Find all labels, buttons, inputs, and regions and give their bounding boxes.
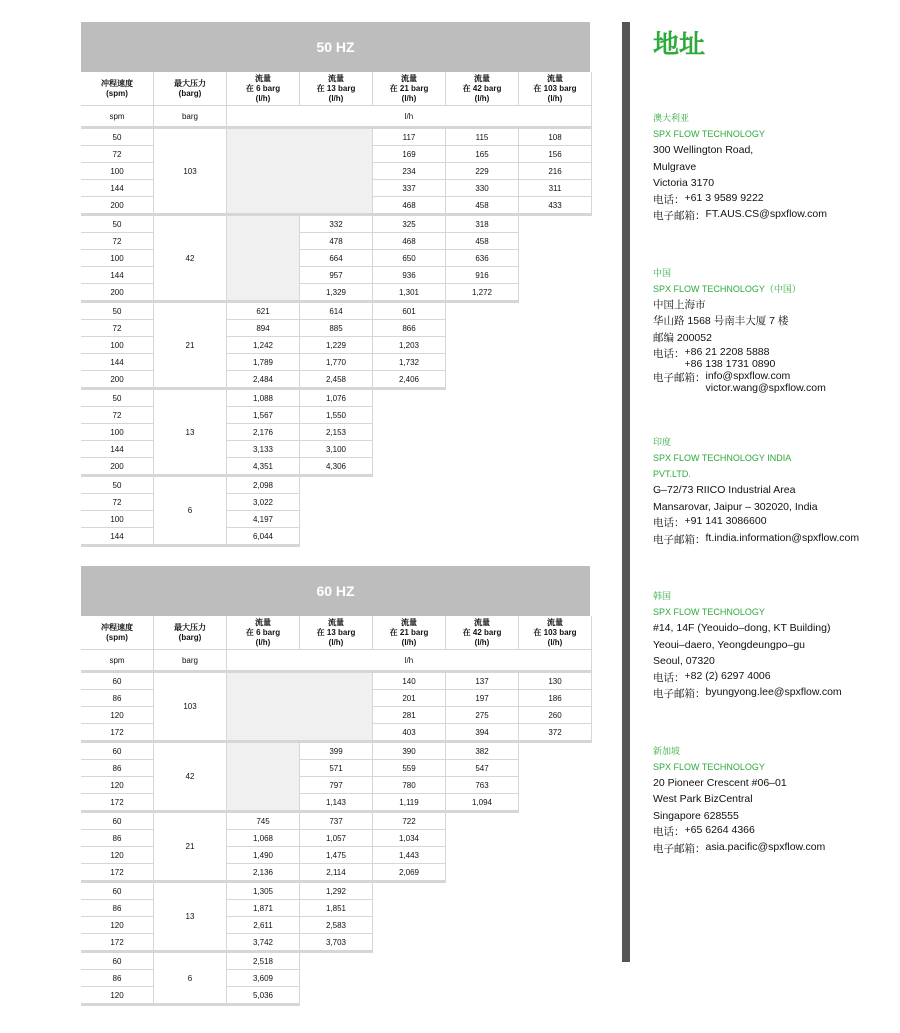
contact-label: 电话： xyxy=(653,348,685,360)
flow-cell: 1,851 xyxy=(300,900,373,917)
flow-cell: 165 xyxy=(446,146,519,163)
column-header: 流量 在 13 barg (l/h) xyxy=(300,72,373,106)
office-address-line: West Park BizCentral xyxy=(653,793,753,805)
flow-table-50hz xyxy=(81,22,590,547)
email-address: victor.wang@spxflow.com xyxy=(705,382,826,394)
flow-cell: 6,044 xyxy=(227,528,300,547)
email-address: asia.pacific@spxflow.com xyxy=(705,840,826,853)
unit-cell: l/h xyxy=(227,106,592,129)
stroke-rate-cell: 60 xyxy=(81,813,154,830)
stroke-rate-cell: 172 xyxy=(81,794,154,813)
flow-cell: 722 xyxy=(373,813,446,830)
max-pressure-cell: 6 xyxy=(154,477,227,547)
stroke-rate-cell: 120 xyxy=(81,777,154,794)
email-address: FT.AUS.CS@spxflow.com xyxy=(705,208,828,220)
phone-number: +86 138 1731 0890 xyxy=(684,358,776,370)
table-title: 50 HZ xyxy=(81,22,590,72)
office-contact xyxy=(653,208,893,225)
flow-cell: 2,583 xyxy=(300,917,373,934)
sidebar-title: 地址 xyxy=(653,29,706,59)
table-title: 60 HZ xyxy=(81,566,590,616)
stroke-rate-cell: 100 xyxy=(81,511,154,528)
office-address-line: G–72/73 RIICO Industrial Area xyxy=(653,484,796,496)
column-header: 冲程速度 (spm) xyxy=(81,72,154,106)
office-address-line: 邮编 200052 xyxy=(653,331,712,344)
flow-cell: 399 xyxy=(300,743,373,760)
flow-cell: 2,153 xyxy=(300,424,373,441)
stroke-rate-cell: 172 xyxy=(81,864,154,883)
stroke-rate-cell: 172 xyxy=(81,724,154,743)
stroke-rate-cell: 200 xyxy=(81,458,154,477)
contact-label: 电子邮箱： xyxy=(653,842,706,855)
office-contact xyxy=(653,370,893,394)
flow-cell: 478 xyxy=(300,233,373,250)
flow-cell: 201 xyxy=(373,690,446,707)
office-country: 韩国 xyxy=(653,591,672,601)
max-pressure-cell: 6 xyxy=(154,953,227,1006)
not-applicable-block xyxy=(227,743,300,813)
flow-cell: 780 xyxy=(373,777,446,794)
office-contact xyxy=(653,841,893,858)
flow-cell: 1,732 xyxy=(373,354,446,371)
flow-cell: 281 xyxy=(373,707,446,724)
flow-cell: 763 xyxy=(446,777,519,794)
flow-cell: 260 xyxy=(519,707,592,724)
email-address: byungyong.lee@spxflow.com xyxy=(705,686,842,698)
stroke-rate-cell: 120 xyxy=(81,847,154,864)
office-company: SPX FLOW TECHNOLOGY xyxy=(653,607,765,617)
flow-cell: 1,272 xyxy=(446,284,519,303)
stroke-rate-cell: 86 xyxy=(81,690,154,707)
contact-values xyxy=(706,370,826,394)
flow-cell: 5,036 xyxy=(227,987,300,1006)
flow-cell: 140 xyxy=(373,673,446,690)
office-block xyxy=(653,434,893,548)
column-header: 流量 在 21 barg (l/h) xyxy=(373,72,446,106)
flow-cell: 332 xyxy=(300,216,373,233)
stroke-rate-cell: 72 xyxy=(81,233,154,250)
column-header: 流量 在 21 barg (l/h) xyxy=(373,616,446,650)
max-pressure-cell: 13 xyxy=(154,390,227,477)
flow-cell: 1,871 xyxy=(227,900,300,917)
stroke-rate-cell: 50 xyxy=(81,216,154,233)
flow-cell: 234 xyxy=(373,163,446,180)
flow-cell: 650 xyxy=(373,250,446,267)
office-address-line: Victoria 3170 xyxy=(653,177,715,189)
unit-cell: l/h xyxy=(227,650,592,673)
flow-cell: 2,069 xyxy=(373,864,446,883)
flow-cell: 1,475 xyxy=(300,847,373,864)
max-pressure-cell: 42 xyxy=(154,743,227,813)
flow-cell: 458 xyxy=(446,233,519,250)
office-block xyxy=(653,110,893,225)
contact-label: 电子邮箱： xyxy=(653,533,706,546)
column-header: 最大压力 (barg) xyxy=(154,616,227,650)
flow-cell: 216 xyxy=(519,163,592,180)
flow-cell: 745 xyxy=(227,813,300,830)
office-company: SPX FLOW TECHNOLOGY（中国） xyxy=(653,283,801,294)
flow-cell: 2,114 xyxy=(300,864,373,883)
office-block xyxy=(653,588,893,703)
max-pressure-cell: 21 xyxy=(154,813,227,883)
flow-cell: 1,770 xyxy=(300,354,373,371)
stroke-rate-cell: 172 xyxy=(81,934,154,953)
flow-cell: 311 xyxy=(519,180,592,197)
stroke-rate-cell: 144 xyxy=(81,180,154,197)
contact-values xyxy=(685,346,776,370)
flow-cell: 1,229 xyxy=(300,337,373,354)
email-address: ft.india.information@spxflow.com xyxy=(705,531,860,544)
column-header: 流量 在 6 barg (l/h) xyxy=(227,616,300,650)
flow-cell: 275 xyxy=(446,707,519,724)
stroke-rate-cell: 100 xyxy=(81,337,154,354)
flow-cell: 3,133 xyxy=(227,441,300,458)
stroke-rate-cell: 144 xyxy=(81,267,154,284)
contact-values xyxy=(685,515,767,532)
email-address: info@spxflow.com xyxy=(705,370,791,382)
flow-cell: 372 xyxy=(519,724,592,743)
flow-cell: 1,119 xyxy=(373,794,446,813)
flow-cell: 1,789 xyxy=(227,354,300,371)
column-header: 流量 在 42 barg (l/h) xyxy=(446,616,519,650)
contact-values xyxy=(706,532,860,549)
flow-cell: 547 xyxy=(446,760,519,777)
column-header: 流量 在 103 barg (l/h) xyxy=(519,72,592,106)
stroke-rate-cell: 50 xyxy=(81,303,154,320)
stroke-rate-cell: 100 xyxy=(81,250,154,267)
office-block xyxy=(653,265,893,395)
stroke-rate-cell: 72 xyxy=(81,407,154,424)
contact-label: 电话： xyxy=(653,826,685,838)
flow-cell: 601 xyxy=(373,303,446,320)
column-header: 流量 在 6 barg (l/h) xyxy=(227,72,300,106)
unit-cell: barg xyxy=(154,106,227,129)
flow-cell: 737 xyxy=(300,813,373,830)
not-applicable-block xyxy=(227,216,300,303)
flow-cell: 1,143 xyxy=(300,794,373,813)
stroke-rate-cell: 100 xyxy=(81,163,154,180)
flow-cell: 1,443 xyxy=(373,847,446,864)
flow-cell: 936 xyxy=(373,267,446,284)
flow-cell: 1,305 xyxy=(227,883,300,900)
phone-number: +86 21 2208 5888 xyxy=(684,346,770,358)
contact-values xyxy=(706,208,828,225)
flow-cell: 866 xyxy=(373,320,446,337)
office-address-line: Seoul, 07320 xyxy=(653,655,715,667)
flow-cell: 3,609 xyxy=(227,970,300,987)
office-contact xyxy=(653,824,893,841)
contact-values xyxy=(685,192,764,209)
max-pressure-cell: 21 xyxy=(154,303,227,390)
stroke-rate-cell: 60 xyxy=(81,673,154,690)
stroke-rate-cell: 100 xyxy=(81,424,154,441)
flow-cell: 2,518 xyxy=(227,953,300,970)
office-address-line: 300 Wellington Road, xyxy=(653,144,754,156)
flow-cell: 130 xyxy=(519,673,592,690)
contact-values xyxy=(706,841,826,858)
stroke-rate-cell: 200 xyxy=(81,371,154,390)
flow-cell: 337 xyxy=(373,180,446,197)
flow-cell: 403 xyxy=(373,724,446,743)
flow-cell: 390 xyxy=(373,743,446,760)
office-list xyxy=(653,110,893,857)
flow-cell: 664 xyxy=(300,250,373,267)
max-pressure-cell: 42 xyxy=(154,216,227,303)
flow-cell: 382 xyxy=(446,743,519,760)
not-applicable-block xyxy=(227,129,373,216)
flow-cell: 1,242 xyxy=(227,337,300,354)
flow-cell: 458 xyxy=(446,197,519,216)
flow-cell: 433 xyxy=(519,197,592,216)
column-header: 流量 在 42 barg (l/h) xyxy=(446,72,519,106)
office-address-line: 华山路 1568 号南丰大厦 7 楼 xyxy=(653,315,789,327)
stroke-rate-cell: 86 xyxy=(81,830,154,847)
contact-values xyxy=(685,670,771,687)
office-contact xyxy=(653,686,893,703)
stroke-rate-cell: 144 xyxy=(81,528,154,547)
office-address-line: Mulgrave xyxy=(653,160,697,173)
phone-number: +82 (2) 6297 4006 xyxy=(684,669,771,682)
flow-cell: 1,329 xyxy=(300,284,373,303)
flow-cell: 117 xyxy=(373,129,446,146)
contact-values xyxy=(706,686,842,703)
flow-cell: 468 xyxy=(373,197,446,216)
column-header: 流量 在 103 barg (l/h) xyxy=(519,616,592,650)
office-address-line: Yeoui–daero, Yeongdeungpo–gu xyxy=(653,638,806,651)
flow-cell: 468 xyxy=(373,233,446,250)
stroke-rate-cell: 144 xyxy=(81,441,154,458)
flow-cell: 4,351 xyxy=(227,458,300,477)
contact-label: 电子邮箱： xyxy=(653,372,706,384)
office-contact xyxy=(653,515,893,532)
flow-cell: 325 xyxy=(373,216,446,233)
flow-cell: 394 xyxy=(446,724,519,743)
office-address-line: 中国上海市 xyxy=(653,298,706,311)
flow-cell: 169 xyxy=(373,146,446,163)
table-grid xyxy=(81,616,592,1006)
stroke-rate-cell: 72 xyxy=(81,320,154,337)
phone-number: +65 6264 4366 xyxy=(684,824,755,836)
flow-cell: 156 xyxy=(519,146,592,163)
office-contact xyxy=(653,670,893,687)
office-country: 澳大利亚 xyxy=(653,113,690,123)
flow-cell: 559 xyxy=(373,760,446,777)
flow-table-60hz xyxy=(81,566,590,1006)
contact-label: 电话： xyxy=(653,671,685,684)
stroke-rate-cell: 50 xyxy=(81,390,154,407)
flow-cell: 1,490 xyxy=(227,847,300,864)
flow-cell: 1,292 xyxy=(300,883,373,900)
stroke-rate-cell: 86 xyxy=(81,970,154,987)
flow-cell: 4,306 xyxy=(300,458,373,477)
flow-cell: 1,567 xyxy=(227,407,300,424)
vertical-divider xyxy=(622,22,630,962)
flow-cell: 1,550 xyxy=(300,407,373,424)
office-company: SPX FLOW TECHNOLOGY INDIA xyxy=(653,453,792,463)
not-applicable-block xyxy=(227,673,373,743)
office-contact xyxy=(653,346,893,370)
column-header: 流量 在 13 barg (l/h) xyxy=(300,616,373,650)
flow-cell: 1,057 xyxy=(300,830,373,847)
flow-cell: 797 xyxy=(300,777,373,794)
max-pressure-cell: 13 xyxy=(154,883,227,953)
flow-cell: 3,022 xyxy=(227,494,300,511)
stroke-rate-cell: 60 xyxy=(81,953,154,970)
flow-cell: 3,703 xyxy=(300,934,373,953)
stroke-rate-cell: 144 xyxy=(81,354,154,371)
flow-cell: 2,176 xyxy=(227,424,300,441)
flow-cell: 229 xyxy=(446,163,519,180)
unit-cell: barg xyxy=(154,650,227,673)
flow-cell: 1,301 xyxy=(373,284,446,303)
address-sidebar xyxy=(653,24,893,897)
office-address-line: Singapore 628555 xyxy=(653,809,739,822)
flow-cell: 636 xyxy=(446,250,519,267)
stroke-rate-cell: 60 xyxy=(81,743,154,760)
unit-cell: spm xyxy=(81,650,154,673)
flow-cell: 2,611 xyxy=(227,917,300,934)
flow-cell: 1,034 xyxy=(373,830,446,847)
flow-cell: 2,098 xyxy=(227,477,300,494)
office-country: 中国 xyxy=(653,267,672,278)
contact-values xyxy=(685,824,755,841)
flow-cell: 330 xyxy=(446,180,519,197)
stroke-rate-cell: 86 xyxy=(81,900,154,917)
flow-cell: 1,088 xyxy=(227,390,300,407)
stroke-rate-cell: 72 xyxy=(81,146,154,163)
phone-number: +91 141 3086600 xyxy=(684,515,767,527)
flow-cell: 2,406 xyxy=(373,371,446,390)
stroke-rate-cell: 50 xyxy=(81,477,154,494)
stroke-rate-cell: 120 xyxy=(81,707,154,724)
contact-label: 电话： xyxy=(653,517,685,529)
flow-cell: 115 xyxy=(446,129,519,146)
column-header: 最大压力 (barg) xyxy=(154,72,227,106)
office-address-line: Mansarovar, Jaipur – 302020, India xyxy=(653,500,818,513)
stroke-rate-cell: 72 xyxy=(81,494,154,511)
stroke-rate-cell: 60 xyxy=(81,883,154,900)
flow-cell: 2,458 xyxy=(300,371,373,390)
office-company: SPX FLOW TECHNOLOGY xyxy=(653,761,765,772)
flow-cell: 957 xyxy=(300,267,373,284)
office-country: 印度 xyxy=(653,437,672,447)
office-block xyxy=(653,743,893,858)
max-pressure-cell: 103 xyxy=(154,673,227,743)
flow-cell: 1,068 xyxy=(227,830,300,847)
unit-cell: spm xyxy=(81,106,154,129)
flow-cell: 197 xyxy=(446,690,519,707)
office-address-line: #14, 14F (Yeouido–dong, KT Building) xyxy=(653,622,831,634)
office-contact xyxy=(653,192,893,209)
office-country: 新加坡 xyxy=(653,745,681,756)
column-header: 冲程速度 (spm) xyxy=(81,616,154,650)
flow-cell: 885 xyxy=(300,320,373,337)
flow-cell: 621 xyxy=(227,303,300,320)
contact-label: 电子邮箱： xyxy=(653,688,706,700)
office-company: SPX FLOW TECHNOLOGY xyxy=(653,129,765,139)
office-contact xyxy=(653,532,893,549)
flow-cell: 3,100 xyxy=(300,441,373,458)
flow-cell: 108 xyxy=(519,129,592,146)
flow-cell: 186 xyxy=(519,690,592,707)
contact-label: 电话： xyxy=(653,193,685,206)
flow-cell: 4,197 xyxy=(227,511,300,528)
flow-cell: 1,203 xyxy=(373,337,446,354)
contact-label: 电子邮箱： xyxy=(653,210,706,222)
flow-cell: 2,136 xyxy=(227,864,300,883)
office-company: PVT.LTD. xyxy=(653,469,691,479)
flow-cell: 318 xyxy=(446,216,519,233)
flow-cell: 614 xyxy=(300,303,373,320)
stroke-rate-cell: 120 xyxy=(81,987,154,1006)
flow-cell: 894 xyxy=(227,320,300,337)
stroke-rate-cell: 200 xyxy=(81,197,154,216)
stroke-rate-cell: 50 xyxy=(81,129,154,146)
stroke-rate-cell: 86 xyxy=(81,760,154,777)
table-grid xyxy=(81,72,592,547)
flow-cell: 137 xyxy=(446,673,519,690)
stroke-rate-cell: 120 xyxy=(81,917,154,934)
phone-number: +61 3 9589 9222 xyxy=(684,191,764,204)
flow-cell: 3,742 xyxy=(227,934,300,953)
office-address-line: 20 Pioneer Crescent #06–01 xyxy=(653,776,787,789)
flow-cell: 571 xyxy=(300,760,373,777)
flow-cell: 1,094 xyxy=(446,794,519,813)
flow-cell: 2,484 xyxy=(227,371,300,390)
max-pressure-cell: 103 xyxy=(154,129,227,216)
flow-cell: 1,076 xyxy=(300,390,373,407)
stroke-rate-cell: 200 xyxy=(81,284,154,303)
flow-cell: 916 xyxy=(446,267,519,284)
